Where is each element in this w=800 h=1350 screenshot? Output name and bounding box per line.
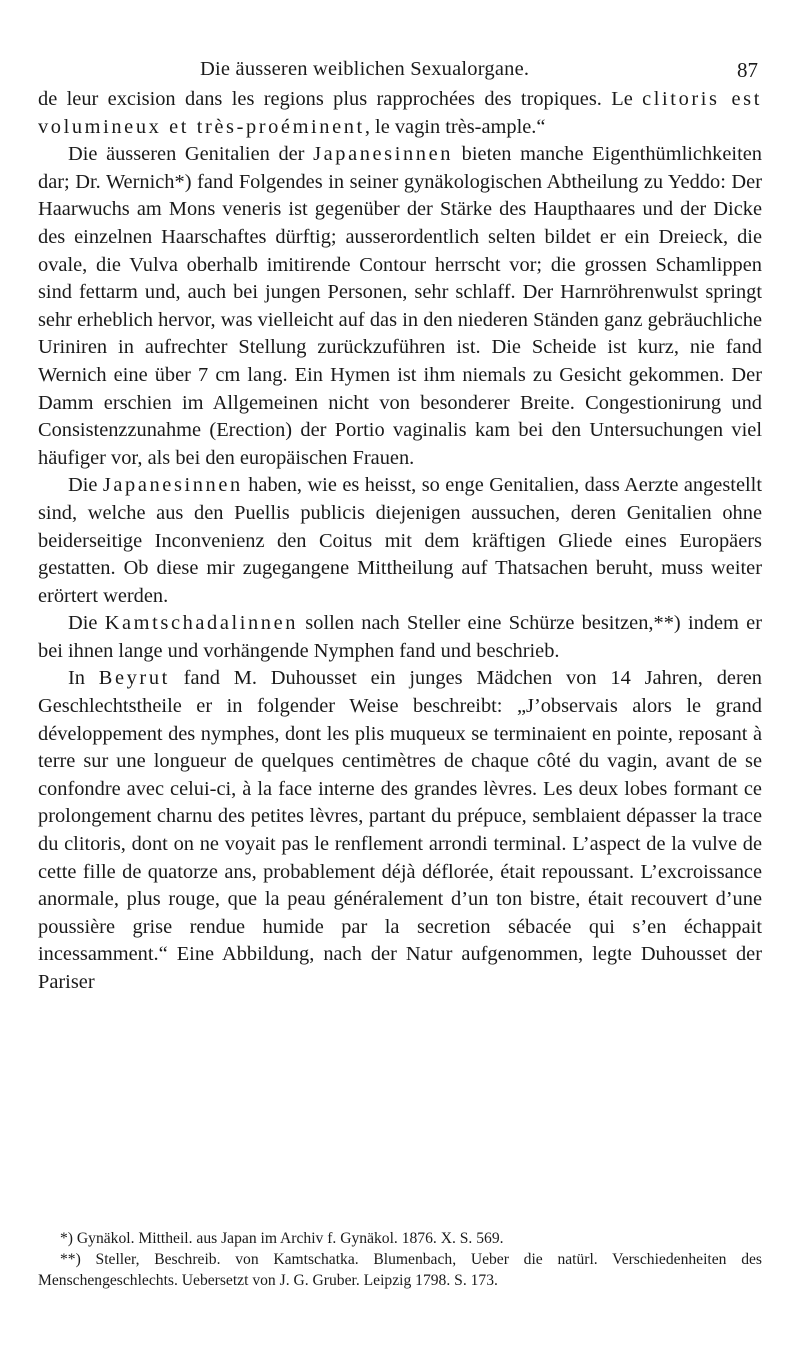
spaced-emphasis: Kamtschadalinnen bbox=[104, 612, 299, 635]
paragraph-japanesinnen-enge bbox=[38, 472, 762, 610]
text-run: In bbox=[68, 667, 99, 690]
footnote-2: **) Steller, Beschreib. von Kamtschatka. Blumenbach, Ueber die natürl. Verschiedenheiten des Menschengeschlechts. Uebersetzt von J. G. Gruber. Leipzig 1798. S. 173. bbox=[38, 1251, 762, 1289]
running-title: Die äusseren weiblichen Sexualorgane. bbox=[200, 58, 530, 80]
text-run: fand M. Duhousset ein junges Mädchen von 14 Jahren, deren Geschlechtstheile er in folgender Weise beschreibt: „J’observais alors le grand développement des nymphes, dont les plis muqueux se terminaient en pointe, reposant à terre sur une longueur de quelques centimètres de chaque côté du vagin, avant de se confondre avec celui-ci, à la face interne des grandes lèvres. Les deux lobes formant ce prolongement charnu des petites lèvres, partant du prépuce, semblaient dépasser la trace du clitoris, dont on ne voyait pas le renflement arrondi terminal. L’aspect de la vulve de cette fille de quatorze ans, probablement déjà déflorée, était repoussant. L’excroissance anormale, plus rouge, que la peau généralement d’un ton bistre, était recouvert d’une poussière grise rendue humide par la secretion sébacée qui s’en échappait incessamment.“ Eine Abbildung, nach der Natur aufgenommen, legte Duhousset der Pariser bbox=[38, 667, 762, 993]
text-run: bieten manche Eigenthümlichkeiten dar; Dr. Wernich*) fand Folgendes in seiner gynäkologischen Abtheilung zu Yeddo: Der Haarwuchs am Mons veneris ist gegenüber der Stärke des Haupthaares und der Dicke des einzelnen Haarschaftes dürftig; ausserordentlich selten bildet er ein Dreieck, die ovale, die Vulva oberhalb imitirende Contour herrscht vor; die grossen Schamlippen sind fettarm und, auch bei jungen Personen, sehr schlaff. Der Harnröhrenwulst springt sehr erheblich hervor, was vielleicht auf das in den niederen Ständen ganz gebräuchliche Uriniren in aufrechter Stellung zurückzuführen ist. Die Scheide ist kurz, nie fand Wernich eine über 7 cm lang. Ein Hymen ist ihm niemals zu Gesicht gekommen. Der Damm erschien im Allgemeinen nicht von besonderer Breite. Congestionirung und Consistenzzunahme (Erection) der Portio vaginalis kam bei den Untersuchungen viel häufiger vor, als bei den europäischen Frauen. bbox=[38, 143, 762, 469]
spaced-emphasis: Japanesinnen bbox=[102, 474, 243, 497]
footnote-1: *) Gynäkol. Mittheil. aus Japan im Archiv f. Gynäkol. 1876. X. S. 569. bbox=[60, 1230, 504, 1247]
spaced-emphasis: Beyrut bbox=[98, 667, 170, 690]
body-text bbox=[38, 86, 762, 997]
text-run: , le vagin très-ample.“ bbox=[364, 115, 546, 138]
text-run: Die bbox=[68, 474, 103, 497]
paragraph-excision-continuation bbox=[38, 86, 762, 141]
text-run: Die äusseren Genitalien der bbox=[68, 143, 314, 166]
spaced-emphasis: clitoris est volumineux et très-proéminent bbox=[38, 88, 762, 138]
text-run: sollen nach Steller eine Schürze besitzen,**) indem er bei ihnen lange und vorhängende Nymphen fand und beschrieb. bbox=[38, 612, 763, 662]
paragraph-beyrut bbox=[38, 665, 762, 996]
running-head bbox=[38, 52, 762, 86]
book-page bbox=[38, 52, 762, 997]
text-run: haben, wie es heisst, so enge Genitalien, dass Aerzte angestellt sind, welche aus den Puellis publicis diejenigen aussuchen, deren Genitalien ohne beiderseitige Inconvenienz den Coitus mit dem kräftigen Gliede eines Europäers gestatten. Ob diese mir zugegangene Mittheilung auf Thatsachen beruht, muss weiter erörtert werden. bbox=[38, 474, 762, 607]
page-number: 87 bbox=[737, 58, 758, 82]
spaced-emphasis: Japanesinnen bbox=[313, 143, 454, 166]
text-run: Die bbox=[68, 612, 105, 635]
footnotes bbox=[38, 1228, 762, 1291]
text-run: de leur excision dans les regions plus rapprochées des tropiques. Le bbox=[38, 88, 643, 110]
paragraph-japanesinnen-genitalien bbox=[38, 141, 762, 472]
paragraph-kamtschadalinnen bbox=[38, 610, 762, 665]
